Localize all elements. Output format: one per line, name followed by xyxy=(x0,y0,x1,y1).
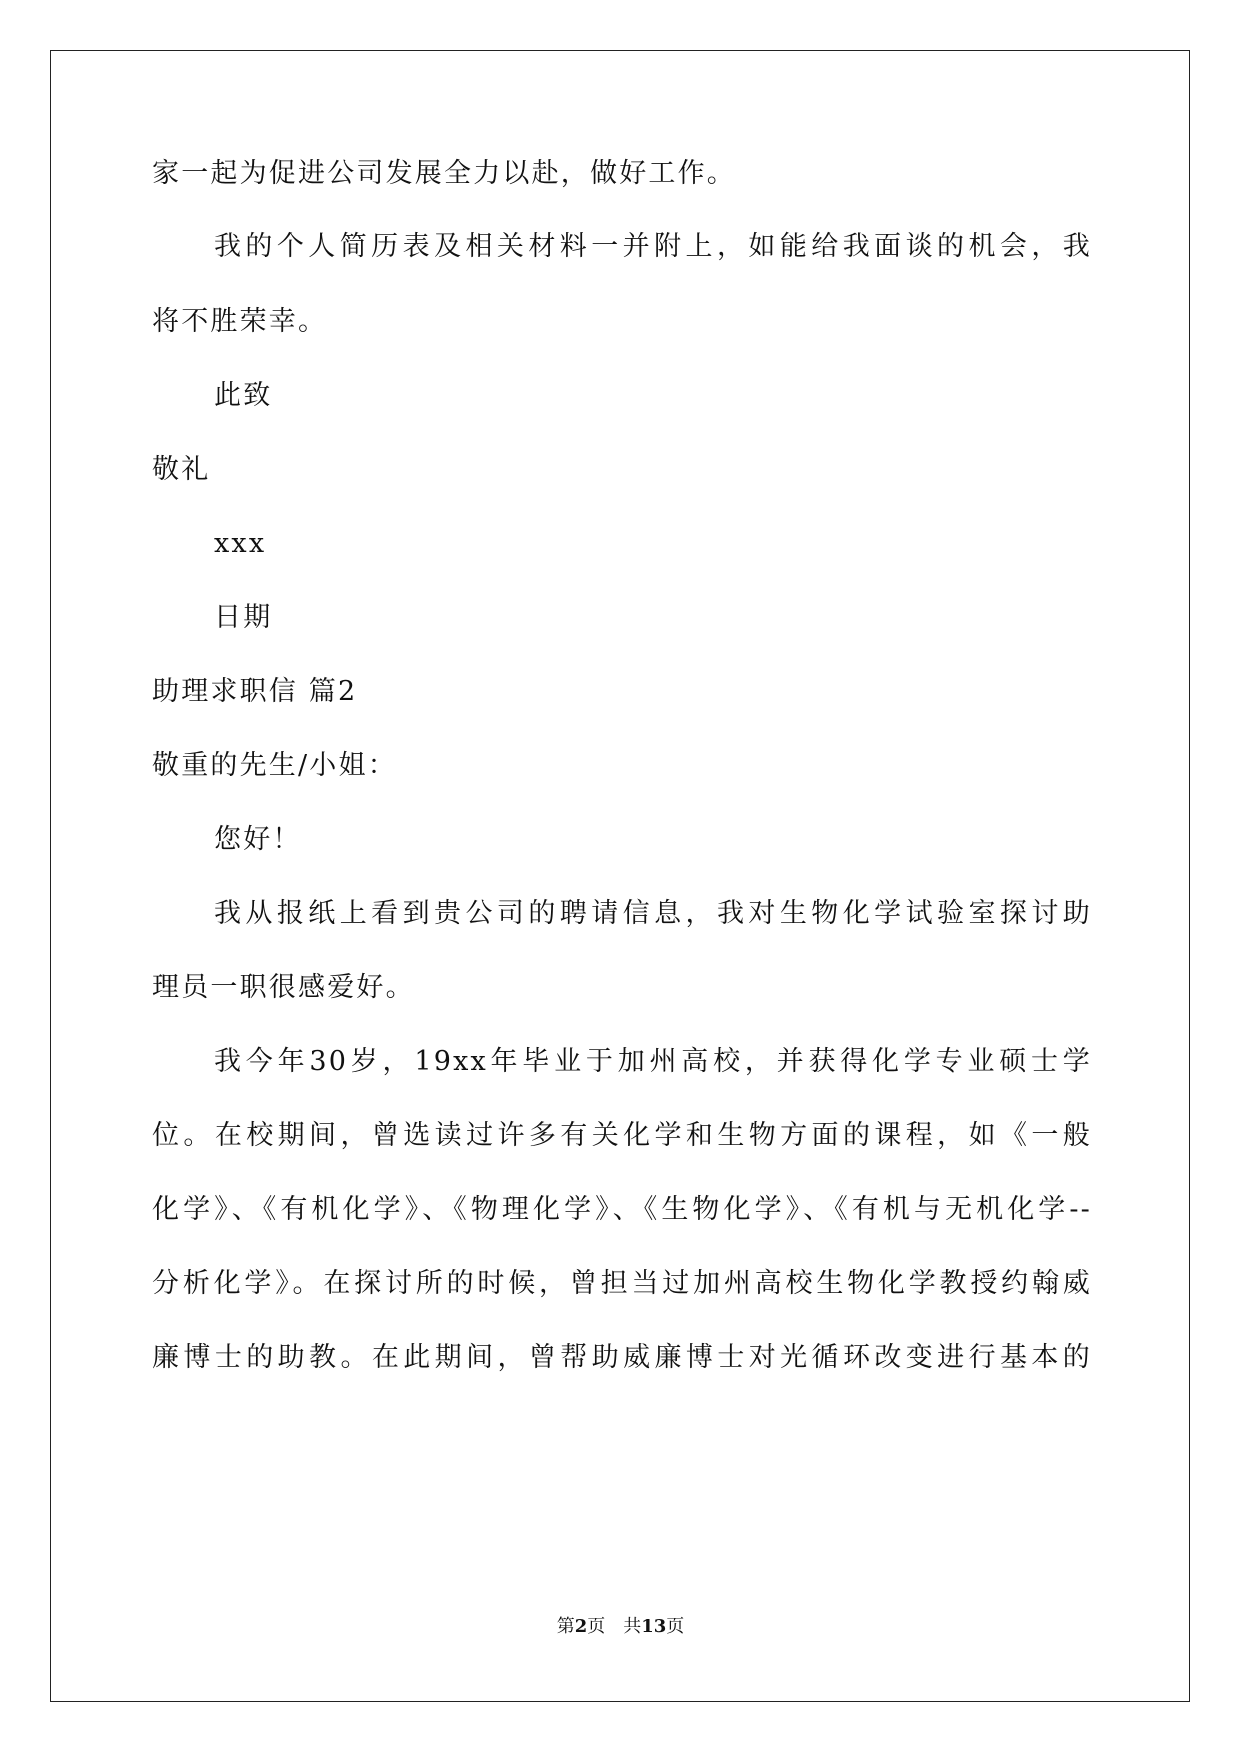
footer-prefix: 第 xyxy=(556,1616,575,1637)
greeting-hello: 您好！ xyxy=(214,824,302,855)
total-page-number: 13 xyxy=(641,1616,667,1637)
text-line: 化学》、《有机化学》、《物理化学》、《生物化学》、《有机与无机化学-- xyxy=(152,1194,1092,1225)
closing-phrase: 此致 xyxy=(214,380,273,411)
footer-mid: 页 共 xyxy=(587,1616,642,1637)
text-line: 廉博士的助教。在此期间，曾帮助威廉博士对光循环改变进行基本的 xyxy=(152,1342,1092,1373)
page-border xyxy=(50,50,1190,1702)
current-page-number: 2 xyxy=(574,1616,588,1637)
footer-suffix: 页 xyxy=(666,1616,685,1637)
text-line: 分析化学》。在探讨所的时候，曾担当过加州高校生物化学教授约翰威 xyxy=(152,1268,1092,1299)
text-line: 家一起为促进公司发展全力以赴，做好工作。 xyxy=(152,158,736,189)
page-number-footer xyxy=(0,1612,1241,1638)
text-line: 位。在校期间，曾选读过许多有关化学和生物方面的课程，如《一般 xyxy=(152,1120,1092,1151)
section-heading: 助理求职信 篇2 xyxy=(152,676,358,707)
text-line: 理员一职很感爱好。 xyxy=(152,972,415,1003)
salutation-closing: 敬礼 xyxy=(152,454,211,485)
text-line: 我的个人简历表及相关材料一并附上，如能给我面谈的机会，我 xyxy=(214,231,1092,262)
text-line: 我今年30岁，19xx年毕业于加州高校，并获得化学专业硕士学 xyxy=(214,1046,1092,1077)
date-line: 日期 xyxy=(214,602,273,633)
text-line: 我从报纸上看到贵公司的聘请信息，我对生物化学试验室探讨助 xyxy=(214,898,1092,929)
greeting: 敬重的先生/小姐： xyxy=(152,750,397,781)
text-line: 将不胜荣幸。 xyxy=(152,306,328,337)
signature-name: xxx xyxy=(214,528,267,559)
